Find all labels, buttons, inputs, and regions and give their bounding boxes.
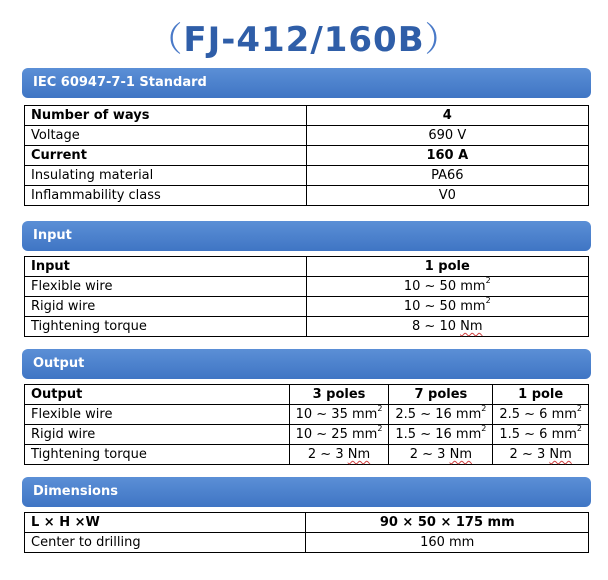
table-cell-label: Current [25, 146, 307, 166]
value-text: 10 ~ 25 mm [295, 427, 378, 442]
table-cell-value [389, 425, 493, 445]
unit-text: Nm [460, 319, 483, 334]
table-row [25, 317, 589, 337]
title-open-paren: （ [148, 20, 184, 60]
table-column-header: 7 poles [389, 385, 493, 405]
unit-text: Nm [449, 447, 472, 462]
table-row [25, 186, 589, 206]
table-cell-label: Output [25, 385, 290, 405]
unit-text: Nm [347, 447, 371, 462]
table-cell-label: Flexible wire [25, 405, 290, 425]
table-row [25, 297, 589, 317]
superscript: 2 [481, 404, 487, 413]
value-text: 1.5 ~ 6 mm [499, 427, 577, 442]
table-cell-label: Center to drilling [25, 533, 306, 553]
table-cell-value [389, 405, 493, 425]
table-row [25, 126, 589, 146]
table-cell-value [306, 297, 588, 317]
value-text: 10 ~ 35 mm [295, 407, 378, 422]
section-header-output: Output [22, 349, 591, 379]
superscript: 2 [576, 404, 582, 413]
table-cell-value [289, 405, 389, 425]
superscript: 2 [485, 276, 491, 285]
value-text: 10 ~ 50 mm [403, 279, 486, 294]
table-cell-label: Input [25, 257, 307, 277]
table-cell-value: 690 V [306, 126, 588, 146]
page-title [0, 12, 608, 61]
table-cell-value [493, 445, 589, 465]
table-cell-value: 1 pole [306, 257, 588, 277]
section-header-input: Input [22, 221, 591, 251]
value-text: 1.5 ~ 16 mm [395, 427, 482, 442]
value-text: 8 ~ 10 [412, 319, 461, 334]
unit-text: Nm [549, 447, 572, 462]
input-table [24, 256, 589, 337]
table-column-header: 1 pole [493, 385, 589, 405]
output-table [24, 384, 589, 465]
table-column-header: 3 poles [289, 385, 389, 405]
table-cell-label: Inflammability class [25, 186, 307, 206]
value-text: 2.5 ~ 16 mm [395, 407, 482, 422]
value-text: 10 ~ 50 mm [403, 299, 486, 314]
table-row [25, 513, 589, 533]
table-cell-value: 160 A [306, 146, 588, 166]
table-row [25, 166, 589, 186]
table-cell-value [289, 445, 389, 465]
section-header-standard: IEC 60947-7-1 Standard [22, 68, 591, 98]
value-text: 2.5 ~ 6 mm [499, 407, 577, 422]
table-row [25, 146, 589, 166]
table-cell-label: Flexible wire [25, 277, 307, 297]
table-row [25, 405, 589, 425]
table-cell-label: Tightening torque [25, 445, 290, 465]
table-row [25, 277, 589, 297]
superscript: 2 [576, 424, 582, 433]
table-cell-label: Rigid wire [25, 425, 290, 445]
table-cell-value: 4 [306, 106, 588, 126]
table-row [25, 445, 589, 465]
table-cell-label: Voltage [25, 126, 307, 146]
table-cell-label: L × H ×W [25, 513, 306, 533]
superscript: 2 [377, 404, 383, 413]
table-cell-value: 90 × 50 × 175 mm [306, 513, 589, 533]
table-cell-value [389, 445, 493, 465]
table-cell-label: Insulating material [25, 166, 307, 186]
table-row [25, 106, 589, 126]
superscript: 2 [481, 424, 487, 433]
standard-table [24, 105, 589, 206]
table-row [25, 533, 589, 553]
value-text: 2 ~ 3 [509, 447, 550, 462]
superscript: 2 [485, 296, 491, 305]
table-cell-value [289, 425, 389, 445]
value-text: 2 ~ 3 [307, 447, 348, 462]
table-cell-value: 160 mm [306, 533, 589, 553]
title-close-paren: ） [424, 20, 460, 60]
table-row [25, 385, 589, 405]
title-text: FJ-412/160B [183, 20, 425, 60]
table-cell-value: PA66 [306, 166, 588, 186]
table-cell-label: Rigid wire [25, 297, 307, 317]
dimensions-table [24, 512, 589, 553]
table-cell-value [306, 277, 588, 297]
table-row [25, 425, 589, 445]
table-cell-label: Number of ways [25, 106, 307, 126]
table-cell-value [493, 425, 589, 445]
table-cell-value [306, 317, 588, 337]
table-cell-value [493, 405, 589, 425]
table-cell-value: V0 [306, 186, 588, 206]
value-text: 2 ~ 3 [409, 447, 450, 462]
superscript: 2 [377, 424, 383, 433]
section-header-dimensions: Dimensions [22, 477, 591, 507]
table-cell-label: Tightening torque [25, 317, 307, 337]
table-row [25, 257, 589, 277]
